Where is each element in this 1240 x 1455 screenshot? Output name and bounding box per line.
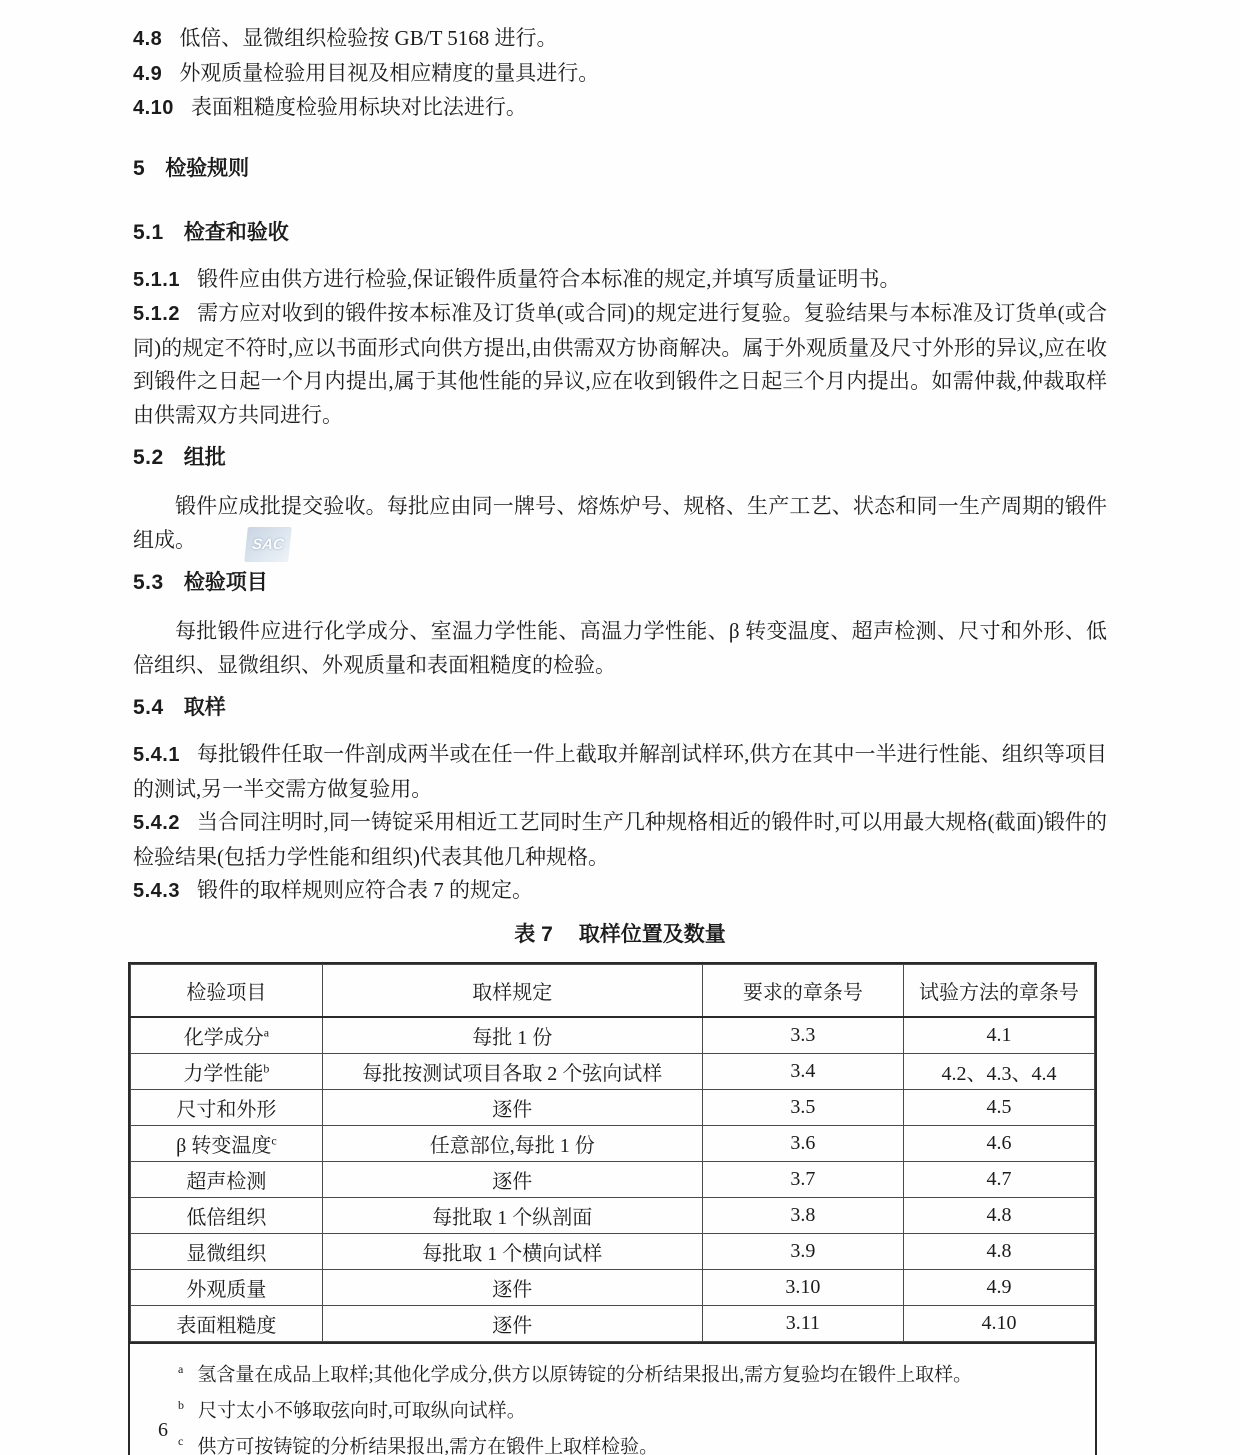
clause-number: 4.9 (133, 62, 163, 85)
table-caption-label: 表 7 (514, 922, 553, 946)
section-number: 5 (133, 156, 146, 180)
clause-5-4-2 (133, 806, 1107, 874)
clause-4-8 (133, 22, 1107, 57)
clause-4-10 (133, 91, 1107, 126)
cell-req: 3.5 (702, 1089, 903, 1125)
item-text: 力学性能 (183, 1062, 264, 1085)
section-5-heading (133, 152, 1107, 185)
cell-rule: 逐件 (322, 1089, 702, 1125)
cell-method: 4.8 (904, 1233, 1095, 1269)
clause-text: 当合同注明时,同一铸锭采用相近工艺同时生产几种规格相近的锻件时,可以用最大规格(截面)锻件的检验结果(包括力学性能和组织)代表其他几种规格。 (133, 810, 1107, 869)
cell-item (131, 1305, 323, 1341)
column-header-req: 要求的章条号 (702, 964, 903, 1017)
clause-4-9 (133, 57, 1107, 92)
page-number: 6 (158, 1419, 168, 1441)
cell-method: 4.9 (904, 1269, 1095, 1305)
cell-req: 3.11 (702, 1305, 903, 1341)
clause-number: 5.1.2 (133, 303, 180, 325)
clause-5-1-1 (133, 263, 1107, 298)
section-title: 组批 (183, 446, 226, 469)
clause-number: 5.4.3 (133, 880, 180, 902)
cell-item (131, 1197, 323, 1233)
cell-method: 4.10 (904, 1305, 1095, 1341)
footnote-text: 氢含量在成品上取样;其他化学成分,供方以原铸锭的分析结果报出,需方复验均在锻件上取样。 (197, 1363, 973, 1385)
section-title: 检验规则 (165, 156, 250, 180)
cell-req: 3.4 (702, 1053, 903, 1089)
table-row (131, 1233, 1095, 1269)
section-title: 检验项目 (183, 571, 268, 594)
column-header-item: 检验项目 (131, 964, 323, 1017)
clause-5-1-2 (133, 297, 1107, 432)
section-5-3-heading (133, 566, 1107, 599)
cell-rule: 逐件 (322, 1269, 702, 1305)
cell-rule: 逐件 (322, 1161, 702, 1197)
cell-method: 4.6 (904, 1125, 1095, 1161)
cell-req: 3.6 (702, 1125, 903, 1161)
clause-number: 5.4.1 (133, 744, 180, 766)
footnote-mark: b (263, 1060, 270, 1075)
cell-item (131, 1161, 323, 1197)
cell-method: 4.5 (904, 1089, 1095, 1125)
footnote-text: 尺寸太小不够取弦向时,可取纵向试样。 (198, 1400, 526, 1422)
footnote-a (178, 1355, 1075, 1389)
table-row (131, 1053, 1095, 1089)
clause-text: 外观质量检验用目视及相应精度的量具进行。 (179, 60, 600, 85)
cell-method: 4.8 (904, 1197, 1095, 1233)
cell-req: 3.8 (702, 1197, 903, 1233)
cell-rule: 每批 1 份 (322, 1017, 702, 1054)
cell-rule: 逐件 (322, 1305, 702, 1341)
section-5-4-heading (133, 691, 1107, 724)
table-row (131, 1089, 1095, 1125)
table7 (128, 962, 1097, 1455)
clause-number: 5.1.1 (133, 268, 180, 291)
cell-rule: 每批按测试项目各取 2 个弦向试样 (322, 1053, 702, 1089)
table-caption-title: 取样位置及数量 (578, 922, 726, 946)
footnote-b (178, 1391, 1075, 1425)
clause-number: 4.8 (133, 28, 163, 50)
footnote-c (178, 1427, 1075, 1455)
section-title: 检查和验收 (183, 220, 289, 244)
cell-method: 4.2、4.3、4.4 (904, 1053, 1095, 1089)
clause-text: 每批锻件任取一件剖成两半或在任一件上截取并解剖试样环,供方在其中一半进行性能、组织等项目的测试,另一半交需方做复验用。 (133, 742, 1107, 801)
footnote-mark: a (178, 1361, 184, 1376)
section-number: 5.3 (133, 571, 164, 594)
item-text: β 转变温度 (176, 1134, 272, 1157)
item-text: 显微组织 (186, 1242, 267, 1265)
cell-item (131, 1053, 323, 1089)
clause-text: 锻件的取样规则应符合表 7 的规定。 (196, 878, 533, 902)
table7-footnotes (130, 1342, 1095, 1455)
cell-item (131, 1089, 323, 1125)
paragraph-5-2: 锻件应成批提交验收。每批应由同一牌号、熔炼炉号、规格、生产工艺、状态和同一生产周期的锻件组成。 (133, 494, 1107, 552)
paragraph-5-3: 每批锻件应进行化学成分、室温力学性能、高温力学性能、β 转变温度、超声检测、尺寸和外形、低倍组织、显微组织、外观质量和表面粗糙度的检验。 (133, 619, 1107, 677)
footnote-mark: a (263, 1024, 270, 1039)
cell-rule: 任意部位,每批 1 份 (322, 1125, 702, 1161)
table-row (131, 1161, 1095, 1197)
table7-caption (133, 918, 1107, 951)
clause-text: 锻件应由供方进行检验,保证锻件质量符合本标准的规定,并填写质量证明书。 (196, 266, 901, 291)
cell-rule: 每批取 1 个横向试样 (322, 1233, 702, 1269)
section-title: 取样 (183, 696, 226, 719)
clause-5-4-3 (133, 874, 1107, 909)
table-row (131, 1125, 1095, 1161)
footnote-mark: b (178, 1397, 184, 1412)
cell-method: 4.7 (904, 1161, 1095, 1197)
cell-req: 3.3 (702, 1017, 903, 1054)
item-text: 尺寸和外形 (176, 1098, 277, 1121)
column-header-rule: 取样规定 (322, 964, 702, 1017)
table7-grid (130, 964, 1095, 1342)
item-text: 低倍组织 (186, 1206, 267, 1229)
item-text: 化学成分 (183, 1026, 264, 1049)
table-row (131, 1269, 1095, 1305)
cell-item (131, 1125, 323, 1161)
cell-rule: 每批取 1 个纵剖面 (322, 1197, 702, 1233)
cell-req: 3.7 (702, 1161, 903, 1197)
cell-item (131, 1017, 323, 1054)
cell-req: 3.9 (702, 1233, 903, 1269)
section-5-2-heading (133, 441, 1107, 474)
footnote-mark: c (178, 1434, 184, 1449)
table-header-row (131, 964, 1095, 1017)
section-number: 5.1 (133, 220, 164, 244)
table-row (131, 1197, 1095, 1233)
section-number: 5.2 (133, 446, 164, 469)
clause-number: 4.10 (133, 97, 174, 119)
clause-text: 低倍、显微组织检验按 GB/T 5168 进行。 (179, 26, 558, 50)
item-text: 外观质量 (186, 1278, 267, 1301)
column-header-method: 试验方法的章条号 (904, 964, 1095, 1017)
footnote-text: 供方可按铸锭的分析结果报出,需方在锻件上取样检验。 (197, 1436, 659, 1455)
table-row (131, 1017, 1095, 1054)
cell-req: 3.10 (702, 1269, 903, 1305)
table-row (131, 1305, 1095, 1341)
clause-text: 表面粗糙度检验用标块对比法进行。 (190, 95, 527, 119)
section-5-1-heading (133, 216, 1107, 249)
item-text: 表面粗糙度 (176, 1314, 277, 1337)
clause-5-4-1 (133, 738, 1107, 806)
cell-method: 4.1 (904, 1017, 1095, 1054)
clause-text: 需方应对收到的锻件按本标准及订货单(或合同)的规定进行复验。复验结果与本标准及订货单(或合同)的规定不符时,应以书面形式向供方提出,由供需双方协商解决。属于外观质量及尺寸外形的异议,应在收到锻件之日起一个月内提出,属于其他性能的异议,应在收到锻件之日起三个月内提出。如需仲裁,仲裁取样由供需双方共同进行。 (133, 301, 1107, 427)
item-text: 超声检测 (186, 1170, 267, 1193)
cell-item (131, 1233, 323, 1269)
sac-watermark: SAC (244, 527, 292, 562)
cell-item (131, 1269, 323, 1305)
section-number: 5.4 (133, 696, 164, 719)
clause-number: 5.4.2 (133, 812, 180, 834)
footnote-mark: c (271, 1132, 277, 1147)
